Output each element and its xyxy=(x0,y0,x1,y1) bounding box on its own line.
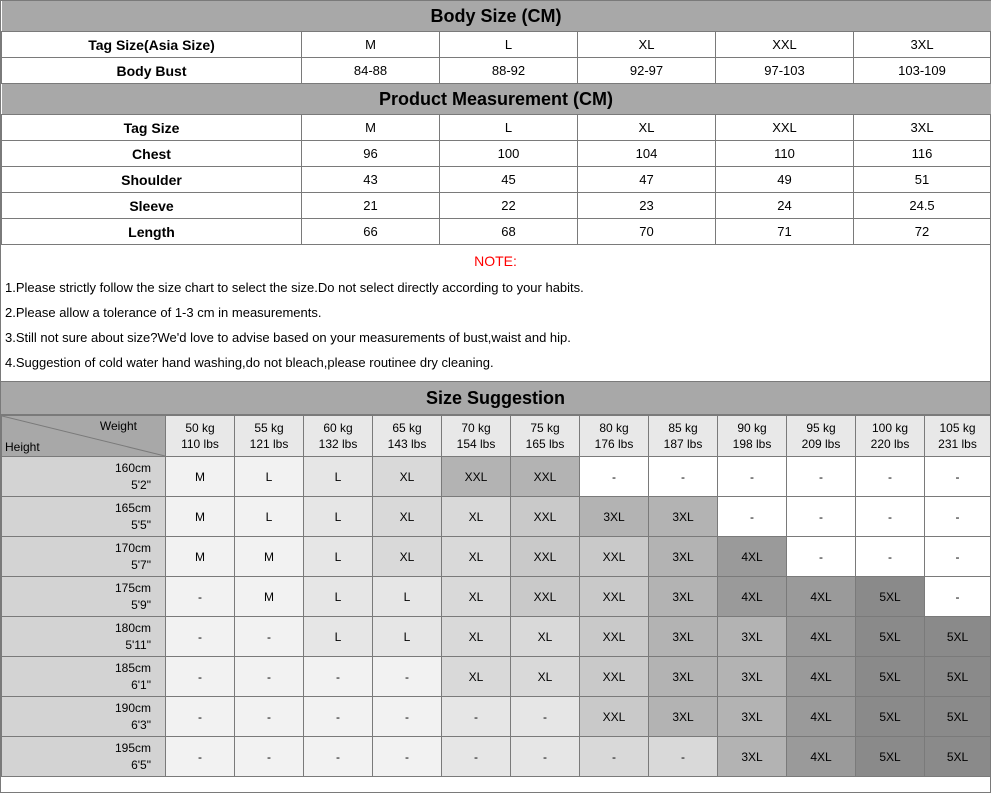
weight-kg: 85 kg xyxy=(668,420,698,435)
weight-header-cell xyxy=(856,416,925,457)
suggestion-cell: L xyxy=(373,577,442,617)
suggestion-cell: 3XL xyxy=(649,617,718,657)
suggestion-cell: 5XL xyxy=(856,737,925,777)
height-cm: 190cm xyxy=(114,701,151,716)
suggestion-cell: XL xyxy=(442,577,511,617)
suggestion-cell: XXL xyxy=(580,657,649,697)
suggestion-cell: XXL xyxy=(511,497,580,537)
table-row xyxy=(2,697,991,737)
suggestion-cell: - xyxy=(304,737,373,777)
weight-header-cell xyxy=(787,416,856,457)
table-cell: M xyxy=(302,115,440,141)
height-ft: 5'9" xyxy=(131,597,151,612)
table-cell: 3XL xyxy=(854,32,991,58)
weight-header-cell xyxy=(442,416,511,457)
row-label: Sleeve xyxy=(2,193,302,219)
table-cell: 104 xyxy=(578,141,716,167)
suggestion-cell: 3XL xyxy=(649,497,718,537)
weight-kg: 75 kg xyxy=(530,420,560,435)
size-suggestion-title: Size Suggestion xyxy=(1,382,990,415)
suggestion-cell: - xyxy=(649,737,718,777)
suggestion-cell: - xyxy=(925,577,991,617)
weight-lbs: 121 lbs xyxy=(249,437,289,451)
height-ft: 5'11" xyxy=(125,637,151,652)
table-cell: 51 xyxy=(854,167,991,193)
weight-header-cell xyxy=(649,416,718,457)
suggestion-cell: - xyxy=(235,697,304,737)
suggestion-cell: - xyxy=(373,657,442,697)
weight-lbs: 198 lbs xyxy=(732,437,772,451)
suggestion-cell: XL xyxy=(442,617,511,657)
body-size-section xyxy=(1,1,990,84)
table-cell: L xyxy=(440,115,578,141)
weight-header-cell xyxy=(580,416,649,457)
suggestion-cell: XL xyxy=(373,537,442,577)
suggestion-cell: - xyxy=(580,737,649,777)
suggestion-cell: XL xyxy=(442,537,511,577)
table-row xyxy=(2,617,991,657)
weight-header-cell xyxy=(166,416,235,457)
suggestion-cell: - xyxy=(718,497,787,537)
suggestion-cell: 5XL xyxy=(925,617,991,657)
table-row xyxy=(2,497,991,537)
suggestion-cell: 3XL xyxy=(718,617,787,657)
suggestion-cell: XXL xyxy=(511,537,580,577)
weight-lbs: 220 lbs xyxy=(870,437,910,451)
suggestion-cell: 4XL xyxy=(787,737,856,777)
height-cm: 165cm xyxy=(114,501,151,516)
row-label: Tag Size xyxy=(2,115,302,141)
weight-kg: 95 kg xyxy=(806,420,836,435)
table-cell: 103-109 xyxy=(854,58,991,84)
suggestion-cell: 3XL xyxy=(649,577,718,617)
table-cell: 96 xyxy=(302,141,440,167)
table-row xyxy=(2,537,991,577)
height-ft: 5'7" xyxy=(131,557,151,572)
suggestion-cell: XXL xyxy=(511,457,580,497)
height-cm: 175cm xyxy=(114,581,151,596)
suggestion-cell: XXL xyxy=(580,537,649,577)
row-label: Chest xyxy=(2,141,302,167)
weight-header-cell xyxy=(718,416,787,457)
weight-lbs: 143 lbs xyxy=(387,437,427,451)
suggestion-cell: - xyxy=(856,537,925,577)
height-header-cell xyxy=(2,577,166,617)
suggestion-cell: - xyxy=(373,697,442,737)
product-measurement-table xyxy=(1,84,991,245)
product-measurement-section xyxy=(1,84,990,245)
weight-kg: 80 kg xyxy=(599,420,629,435)
height-cm: 160cm xyxy=(114,461,151,476)
suggestion-cell: XL xyxy=(373,497,442,537)
table-cell: XL xyxy=(578,115,716,141)
suggestion-cell: - xyxy=(166,697,235,737)
suggestion-cell: 3XL xyxy=(580,497,649,537)
suggestion-cell: 4XL xyxy=(787,617,856,657)
table-cell: M xyxy=(302,32,440,58)
table-cell: 49 xyxy=(716,167,854,193)
weight-lbs: 209 lbs xyxy=(801,437,841,451)
suggestion-cell: XL xyxy=(511,657,580,697)
weight-lbs: 176 lbs xyxy=(594,437,634,451)
table-cell: 68 xyxy=(440,219,578,245)
table-row xyxy=(2,657,991,697)
table-cell: 23 xyxy=(578,193,716,219)
table-cell: 72 xyxy=(854,219,991,245)
size-suggestion-header-row xyxy=(2,416,991,457)
table-row xyxy=(2,737,991,777)
table-row xyxy=(2,577,991,617)
weight-lbs: 231 lbs xyxy=(938,437,977,451)
table-row xyxy=(2,167,991,193)
note-title: NOTE: xyxy=(474,253,517,269)
weight-kg: 65 kg xyxy=(392,420,422,435)
height-ft: 6'5" xyxy=(131,757,151,772)
suggestion-cell: - xyxy=(787,497,856,537)
suggestion-cell: - xyxy=(925,537,991,577)
weight-header-cell xyxy=(304,416,373,457)
table-row xyxy=(2,141,991,167)
weight-axis-label: Weight xyxy=(99,419,137,433)
height-header-cell xyxy=(2,497,166,537)
suggestion-cell: 5XL xyxy=(925,737,991,777)
weight-lbs: 187 lbs xyxy=(663,437,703,451)
note-line: 1.Please strictly follow the size chart to select the size.Do not select directly according to your habits. xyxy=(5,280,584,295)
suggestion-cell: - xyxy=(787,537,856,577)
suggestion-cell: 4XL xyxy=(787,657,856,697)
table-row xyxy=(2,457,991,497)
table-row xyxy=(2,32,991,58)
suggestion-cell: - xyxy=(235,737,304,777)
suggestion-cell: L xyxy=(235,497,304,537)
table-cell: XXL xyxy=(716,115,854,141)
suggestion-cell: - xyxy=(442,697,511,737)
suggestion-cell: - xyxy=(304,657,373,697)
suggestion-cell: - xyxy=(373,737,442,777)
suggestion-cell: M xyxy=(235,537,304,577)
weight-header-cell xyxy=(373,416,442,457)
weight-kg: 60 kg xyxy=(323,420,353,435)
row-label: Tag Size(Asia Size) xyxy=(2,32,302,58)
weight-lbs: 132 lbs xyxy=(318,437,358,451)
suggestion-cell: L xyxy=(304,577,373,617)
suggestion-cell: XL xyxy=(442,657,511,697)
note-line: 4.Suggestion of cold water hand washing,do not bleach,please routinee dry cleaning. xyxy=(5,355,494,370)
table-row xyxy=(2,58,991,84)
row-label: Shoulder xyxy=(2,167,302,193)
note-line: 3.Still not sure about size?We'd love to advise based on your measurements of bust,waist and hip. xyxy=(5,330,571,345)
weight-kg: 70 kg xyxy=(461,420,491,435)
weight-header-cell xyxy=(925,416,991,457)
table-cell: L xyxy=(440,32,578,58)
product-measurement-title: Product Measurement (CM) xyxy=(2,84,991,115)
suggestion-cell: - xyxy=(856,457,925,497)
table-cell: 100 xyxy=(440,141,578,167)
suggestion-cell: L xyxy=(304,617,373,657)
height-header-cell xyxy=(2,657,166,697)
suggestion-cell: L xyxy=(304,497,373,537)
height-ft: 6'1" xyxy=(131,677,151,692)
suggestion-cell: - xyxy=(166,617,235,657)
height-cm: 170cm xyxy=(114,541,151,556)
product-measurement-title-row xyxy=(2,84,991,115)
suggestion-cell: - xyxy=(166,737,235,777)
suggestion-cell: XL xyxy=(442,497,511,537)
height-cm: 180cm xyxy=(114,621,151,636)
height-ft: 5'2" xyxy=(131,477,151,492)
suggestion-cell: - xyxy=(166,657,235,697)
table-cell: XXL xyxy=(716,32,854,58)
suggestion-cell: 5XL xyxy=(856,617,925,657)
table-cell: 92-97 xyxy=(578,58,716,84)
weight-kg: 100 kg xyxy=(871,420,909,435)
weight-kg: 90 kg xyxy=(737,420,767,435)
height-axis-label: Height xyxy=(5,440,40,454)
weight-lbs: 110 lbs xyxy=(181,437,219,451)
height-header-cell xyxy=(2,457,166,497)
suggestion-cell: - xyxy=(649,457,718,497)
suggestion-cell: XL xyxy=(511,617,580,657)
height-ft: 6'3" xyxy=(131,717,151,732)
height-cm: 185cm xyxy=(114,661,151,676)
weight-kg: 55 kg xyxy=(254,420,284,435)
suggestion-cell: 5XL xyxy=(856,697,925,737)
table-cell: 66 xyxy=(302,219,440,245)
weight-lbs: 165 lbs xyxy=(525,437,565,451)
weight-lbs: 154 lbs xyxy=(456,437,496,451)
suggestion-cell: - xyxy=(442,737,511,777)
table-cell: 116 xyxy=(854,141,991,167)
suggestion-cell: 3XL xyxy=(649,657,718,697)
table-cell: 22 xyxy=(440,193,578,219)
suggestion-cell: - xyxy=(511,697,580,737)
table-cell: 3XL xyxy=(854,115,991,141)
suggestion-cell: M xyxy=(235,577,304,617)
table-row xyxy=(2,193,991,219)
suggestion-cell: M xyxy=(166,497,235,537)
table-row xyxy=(2,219,991,245)
suggestion-cell: 3XL xyxy=(649,537,718,577)
body-size-title-row xyxy=(2,1,991,32)
table-cell: 45 xyxy=(440,167,578,193)
suggestion-cell: - xyxy=(787,457,856,497)
suggestion-cell: - xyxy=(235,657,304,697)
note-section xyxy=(1,245,990,382)
note-line: 2.Please allow a tolerance of 1-3 cm in measurements. xyxy=(5,305,322,320)
suggestion-cell: - xyxy=(856,497,925,537)
table-cell: 24.5 xyxy=(854,193,991,219)
row-label: Body Bust xyxy=(2,58,302,84)
height-cm: 195cm xyxy=(114,741,151,756)
weight-kg: 105 kg xyxy=(939,420,976,435)
axis-corner-cell xyxy=(2,416,166,457)
suggestion-cell: 5XL xyxy=(925,657,991,697)
weight-header-cell xyxy=(235,416,304,457)
suggestion-cell: 4XL xyxy=(718,537,787,577)
suggestion-cell: L xyxy=(235,457,304,497)
table-cell: XL xyxy=(578,32,716,58)
weight-kg: 50 kg xyxy=(185,420,215,435)
table-cell: 43 xyxy=(302,167,440,193)
suggestion-cell: XXL xyxy=(442,457,511,497)
height-header-cell xyxy=(2,537,166,577)
suggestion-cell: L xyxy=(373,617,442,657)
suggestion-cell: 5XL xyxy=(856,577,925,617)
suggestion-cell: XXL xyxy=(511,577,580,617)
height-header-cell xyxy=(2,737,166,777)
suggestion-cell: L xyxy=(304,537,373,577)
table-cell: 71 xyxy=(716,219,854,245)
body-size-table xyxy=(1,1,991,84)
suggestion-cell: XL xyxy=(373,457,442,497)
suggestion-cell: - xyxy=(925,497,991,537)
table-cell: 110 xyxy=(716,141,854,167)
suggestion-cell: 3XL xyxy=(718,737,787,777)
suggestion-cell: XXL xyxy=(580,577,649,617)
height-header-cell xyxy=(2,697,166,737)
row-label: Length xyxy=(2,219,302,245)
body-size-title: Body Size (CM) xyxy=(2,1,991,32)
suggestion-cell: - xyxy=(925,457,991,497)
table-cell: 24 xyxy=(716,193,854,219)
suggestion-cell: 4XL xyxy=(718,577,787,617)
suggestion-cell: 3XL xyxy=(718,657,787,697)
suggestion-cell: 3XL xyxy=(718,697,787,737)
height-ft: 5'5" xyxy=(131,517,151,532)
suggestion-cell: XXL xyxy=(580,617,649,657)
table-cell: 70 xyxy=(578,219,716,245)
suggestion-cell: 4XL xyxy=(787,577,856,617)
suggestion-cell: - xyxy=(511,737,580,777)
suggestion-cell: - xyxy=(166,577,235,617)
suggestion-cell: M xyxy=(166,537,235,577)
suggestion-cell: 5XL xyxy=(925,697,991,737)
suggestion-cell: XXL xyxy=(580,697,649,737)
size-suggestion-table xyxy=(1,415,991,777)
suggestion-cell: - xyxy=(580,457,649,497)
suggestion-cell: - xyxy=(718,457,787,497)
suggestion-cell: - xyxy=(304,697,373,737)
suggestion-cell: 4XL xyxy=(787,697,856,737)
table-cell: 47 xyxy=(578,167,716,193)
height-header-cell xyxy=(2,617,166,657)
suggestion-cell: - xyxy=(235,617,304,657)
suggestion-cell: 5XL xyxy=(856,657,925,697)
weight-header-cell xyxy=(511,416,580,457)
table-cell: 97-103 xyxy=(716,58,854,84)
table-cell: 84-88 xyxy=(302,58,440,84)
table-row xyxy=(2,115,991,141)
table-cell: 21 xyxy=(302,193,440,219)
suggestion-cell: M xyxy=(166,457,235,497)
suggestion-cell: 3XL xyxy=(649,697,718,737)
table-cell: 88-92 xyxy=(440,58,578,84)
suggestion-cell: L xyxy=(304,457,373,497)
